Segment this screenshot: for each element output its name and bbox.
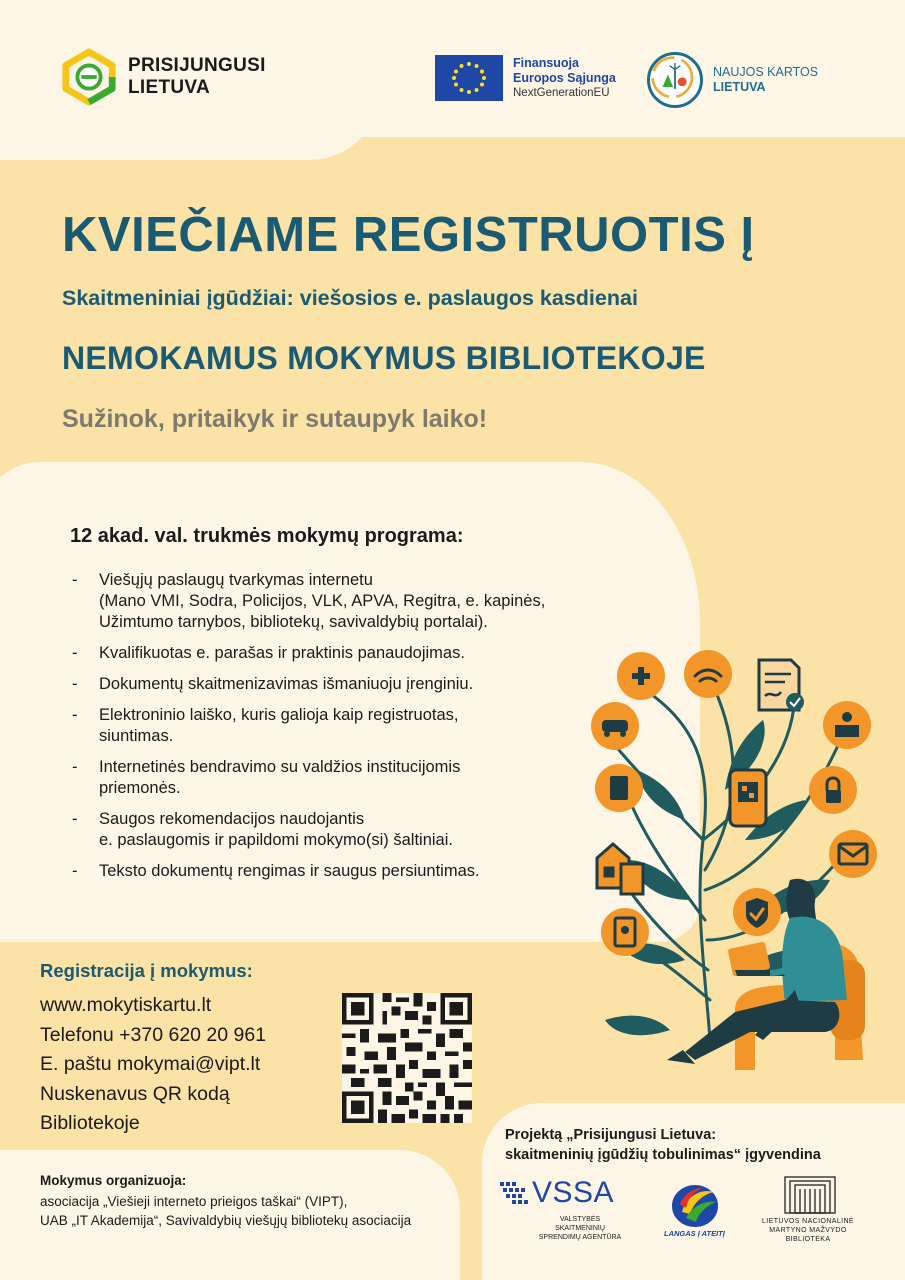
mail-icon bbox=[829, 830, 877, 878]
program-item-line: siuntimas. bbox=[99, 727, 174, 745]
naujos-kartos-lietuva-logo bbox=[647, 52, 818, 108]
program-item-line: Saugos rekomendacijos naudojantis bbox=[99, 810, 365, 828]
organizers-list bbox=[40, 1192, 411, 1230]
plant-person-laptop-illustration bbox=[585, 640, 895, 1100]
program-item bbox=[72, 809, 592, 851]
organizers-title: Mokymus organizuoja: bbox=[40, 1173, 187, 1188]
bullet-dash: - bbox=[72, 706, 78, 724]
program-item-line: Dokumentų skaitmenizavimas išmaniuoju įrenginiu. bbox=[99, 675, 474, 693]
bullet-dash: - bbox=[72, 810, 78, 828]
eu-line-3: NextGenerationEU bbox=[513, 86, 610, 99]
organizer-line: asociacija „Viešieji interneto prieigos taškai“ (VIPT), bbox=[40, 1194, 348, 1209]
registration-phone: Telefonu +370 620 20 961 bbox=[40, 1023, 267, 1046]
registration-title: Registracija į mokymus: bbox=[40, 960, 253, 981]
program-list bbox=[72, 570, 592, 892]
vssa-subtitle bbox=[534, 1215, 626, 1242]
e-letter-logo-icon bbox=[60, 48, 118, 106]
vssa-sub-line: SPRENDIMŲ AGENTŪRA bbox=[538, 1234, 622, 1241]
program-item-line: Užimtumo tarnybos, bibliotekų, savivaldybių portalai). bbox=[99, 613, 488, 631]
nk-line-2: LIETUVA bbox=[713, 80, 766, 94]
program-item bbox=[72, 757, 592, 799]
program-item bbox=[72, 674, 592, 695]
registration-details bbox=[40, 991, 266, 1139]
qr-phone-icon bbox=[730, 770, 766, 826]
program-item-line: e. paslaugomis ir papildomi mokymo(si) šaltiniai. bbox=[99, 831, 453, 849]
vssa-sub-line: VALSTYBĖS SKAITMENINIŲ bbox=[555, 1216, 605, 1232]
program-item bbox=[72, 570, 592, 633]
nk-line-1: NAUJOS KARTOS bbox=[713, 65, 819, 79]
vssa-name: VSSA bbox=[532, 1176, 615, 1209]
lnb-name bbox=[752, 1217, 864, 1244]
tagline: Sužinok, pritaikyk ir sutaupyk laiko! bbox=[62, 405, 488, 433]
naujos-kartos-emblem-icon bbox=[647, 52, 703, 108]
organizer-line: UAB „IT Akademija“, Savivaldybių viešųjų bibliotekų asociacija bbox=[40, 1213, 412, 1228]
lnb-line: BIBLIOTEKA bbox=[785, 1236, 831, 1243]
program-item-line: Viešųjų paslaugų tvarkymas internetu bbox=[99, 571, 373, 589]
signed-document-icon bbox=[759, 660, 804, 711]
bullet-dash: - bbox=[72, 675, 78, 693]
eu-funding-logo bbox=[435, 55, 616, 101]
langas-name: LANGAS Į ATEITĮ bbox=[664, 1229, 725, 1238]
program-item bbox=[72, 643, 592, 664]
program-item-line: Kvalifikuotas e. parašas ir praktinis panaudojimas. bbox=[99, 644, 465, 662]
registration-email: E. paštu mokymai@vipt.lt bbox=[40, 1053, 261, 1075]
eu-line-1: Finansuoja bbox=[513, 55, 579, 70]
registration-library: Bibliotekoje bbox=[40, 1112, 140, 1134]
bullet-dash: - bbox=[72, 758, 78, 776]
registration-qr-text: Nuskenavus QR kodą bbox=[40, 1082, 230, 1105]
program-item-line: priemonės. bbox=[99, 779, 181, 797]
qr-code[interactable] bbox=[342, 993, 472, 1123]
bullet-dash: - bbox=[72, 571, 78, 589]
project-line: Projektą „Prisijungusi Lietuva: bbox=[505, 1127, 717, 1143]
registration-website-link[interactable]: www.mokytiskartu.lt bbox=[40, 994, 212, 1016]
bullet-dash: - bbox=[72, 862, 78, 880]
city-icon bbox=[597, 844, 643, 894]
eu-flag-icon bbox=[435, 55, 503, 101]
logo-line-1: PRISIJUNGUSI bbox=[128, 55, 266, 76]
project-implementer-text bbox=[505, 1125, 821, 1165]
program-item bbox=[72, 861, 592, 882]
prisijungusi-lietuva-logo bbox=[60, 48, 266, 106]
program-title: 12 akad. val. trukmės mokymų programa: bbox=[70, 525, 464, 547]
eu-line-2: Europos Sąjunga bbox=[513, 70, 616, 85]
secondary-heading: NEMOKAMUS MOKYMUS BIBLIOTEKOJE bbox=[62, 340, 706, 376]
program-item-line: Teksto dokumentų rengimas ir saugus persiuntimas. bbox=[99, 862, 480, 880]
logo-line-2: LIETUVA bbox=[128, 77, 210, 98]
vssa-logo bbox=[500, 1176, 640, 1241]
program-item-line: (Mano VMI, Sodra, Policijos, VLK, APVA, Regitra, e. kapinės, bbox=[99, 592, 546, 610]
program-item-line: Internetinės bendravimo su valdžios institucijomis bbox=[99, 758, 461, 776]
program-item-line: Elektroninio laiško, kuris galioja kaip registruotas, bbox=[99, 706, 459, 724]
main-heading: KVIEČIAME REGISTRUOTIS Į bbox=[62, 208, 755, 262]
vssa-dots-icon bbox=[500, 1180, 534, 1210]
course-title: Skaitmeniniai įgūdžiai: viešosios e. paslaugos kasdienai bbox=[62, 286, 638, 310]
bullet-dash: - bbox=[72, 644, 78, 662]
program-item bbox=[72, 705, 592, 747]
project-line: skaitmeninių įgūdžių tobulinimas“ įgyvendina bbox=[505, 1147, 821, 1163]
lnb-line: LIETUVOS NACIONALINĖ bbox=[761, 1218, 855, 1225]
lnb-line: MARTYNO MAŽVYDO bbox=[769, 1227, 847, 1234]
wifi-icon bbox=[684, 650, 732, 698]
